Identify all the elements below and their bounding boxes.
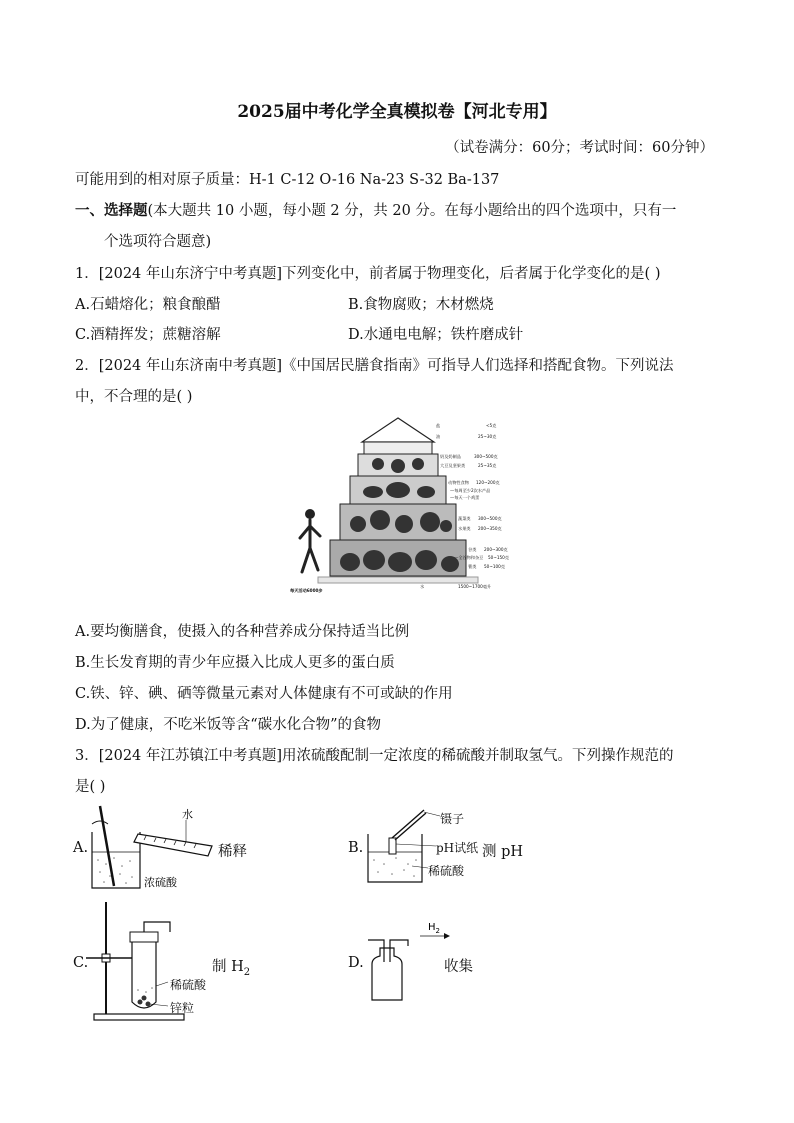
pyramid-value-soy: 25~35克 <box>478 463 497 468</box>
pyramid-label-meat: 动物性食物 <box>448 480 469 485</box>
pyramid-label-salt: 盐 <box>436 423 441 428</box>
q3-a-water-label: 水 <box>182 808 193 821</box>
pyramid-value-grain: 200~300克 <box>484 547 508 552</box>
q3-c-action-sub: 2 <box>243 966 251 978</box>
q1-option-c: C.酒精挥发；蔗糖溶解 <box>75 327 221 343</box>
food-pyramid-figure <box>288 414 518 598</box>
pyramid-value-wholegrain: 50~150克 <box>488 555 510 560</box>
pyramid-value-water: 1500~1700毫升 <box>458 584 492 589</box>
pyramid-label-fish: —每周至少2次水产品 <box>450 488 491 493</box>
q3-stem-1: 3．[2024 年江苏镇江中考真题]用浓硫酸配制一定浓度的稀硫酸并制取氢气。下列操作规范的 <box>75 748 674 764</box>
atomic-masses: 可能用到的相对原子质量：H-1 C-12 O-16 Na-23 S-32 Ba-137 <box>75 172 500 188</box>
q3-a-acid-label: 浓硫酸 <box>144 876 177 889</box>
runner-figure <box>300 509 320 572</box>
pyramid-value-dairy: 300~500克 <box>474 454 498 459</box>
pyramid-label-dairy: 奶及奶制品 <box>440 454 461 459</box>
q3-a-dilution-diagram <box>86 804 226 894</box>
q3-b-paper-label: pH试纸 <box>436 841 479 855</box>
pyramid-label-grain: 谷类 <box>468 547 477 552</box>
q3-option-a-letter: A. <box>73 840 89 856</box>
glass-rod <box>100 806 114 886</box>
delivery-tube <box>144 922 170 932</box>
pyramid-label-water: 水 <box>420 584 425 589</box>
q3-option-b-action: 测 pH <box>482 844 524 860</box>
exam-info: （试卷满分：60分；考试时间：60分钟） <box>445 140 714 156</box>
pyramid-tier-salt-oil <box>364 442 432 454</box>
pyramid-value-tuber: 50~100克 <box>484 564 506 569</box>
pyramid-water-base <box>318 577 478 583</box>
pyramid-value-oil: 25~30克 <box>478 434 497 439</box>
q1-stem: 1．[2024 年山东济宁中考真题]下列变化中，前者属于物理变化，后者属于化学变化的是( ) <box>75 266 661 282</box>
q3-option-a-action: 稀释 <box>218 844 247 860</box>
gas-bottle <box>372 948 402 1000</box>
pyramid-value-fruit: 200~350克 <box>478 526 502 531</box>
pyramid-caption: 每天活动6000步 <box>290 588 323 593</box>
q1-option-d: D.水通电电解；铁杵磨成针 <box>348 327 524 343</box>
pyramid-value-salt: <5克 <box>486 423 497 428</box>
pyramid-roof <box>362 418 434 442</box>
q3-stem-2: 是( ) <box>75 779 106 795</box>
beaker-b-liquid <box>373 857 417 877</box>
q3-c-action-text: 制 H <box>212 959 244 975</box>
pyramid-label-egg: —每天一个鸡蛋 <box>450 495 480 500</box>
q3-option-c-letter: C. <box>73 955 89 971</box>
q3-d-gas-label: $H_2$ <box>428 922 440 935</box>
tweezers <box>392 810 424 838</box>
q3-option-d-letter: D. <box>348 955 364 971</box>
q2-option-b: B.生长发育期的青少年应摄入比成人更多的蛋白质 <box>75 655 395 671</box>
q3-c-acid-label: 稀硫酸 <box>170 978 207 992</box>
section-heading-rest: (本大题共 10 小题，每小题 2 分，共 20 分。在每小题给出的四个选项中，只有一 <box>147 203 677 219</box>
pyramid-label-tuber: 薯类 <box>468 564 477 569</box>
zinc-granule <box>138 1000 143 1005</box>
q3-option-b-letter: B. <box>348 840 364 856</box>
pyramid-label-veg: 蔬菜类 <box>458 516 471 521</box>
pyramid-label-fruit: 水果类 <box>458 526 471 531</box>
page-title: 2025届中考化学全真模拟卷【河北专用】 <box>237 102 557 122</box>
q2-option-a: A.要均衡膳食，使摄入的各种营养成分保持适当比例 <box>75 624 410 640</box>
pyramid-label-wholegrain: —全谷物和杂豆 <box>454 555 484 560</box>
q2-option-c: C.铁、锌、碘、硒等微量元素对人体健康有不可或缺的作用 <box>75 686 453 702</box>
pyramid-label-soy: 大豆及坚果类 <box>440 463 466 468</box>
beaker-a-liquid <box>97 857 133 884</box>
q3-b-acid-label: 稀硫酸 <box>428 864 465 878</box>
q1-option-b: B.食物腐败；木材燃烧 <box>348 297 494 313</box>
q3-option-d-action: 收集 <box>444 959 473 975</box>
stir-arrow <box>92 821 108 824</box>
pyramid-label-oil: 油 <box>436 434 441 439</box>
stopper <box>130 932 158 942</box>
section-heading <box>75 199 676 220</box>
q2-stem-2: 中，不合理的是( ) <box>75 389 193 405</box>
pyramid-value-veg: 300~500克 <box>478 516 502 521</box>
ph-paper <box>389 838 396 854</box>
section-heading-cont: 个选项符合题意) <box>104 234 212 250</box>
q3-c-zinc-label: 锌粒 <box>170 1001 195 1015</box>
pyramid-value-meat: 120~200克 <box>476 480 500 485</box>
section-heading-bold: 一、选择题 <box>75 202 148 219</box>
q3-b-tweezers-label: 镊子 <box>440 812 465 826</box>
beaker-a <box>92 832 140 888</box>
q2-stem-1: 2．[2024 年山东济南中考真题]《中国居民膳食指南》可指导人们选择和搭配食物。下列说法 <box>75 358 674 374</box>
q2-option-d: D.为了健康，不吃米饭等含“碳水化合物”的食物 <box>75 717 382 733</box>
q1-option-a: A.石蜡熔化；粮食酿醋 <box>75 297 221 313</box>
q3-option-c-action <box>212 955 250 978</box>
